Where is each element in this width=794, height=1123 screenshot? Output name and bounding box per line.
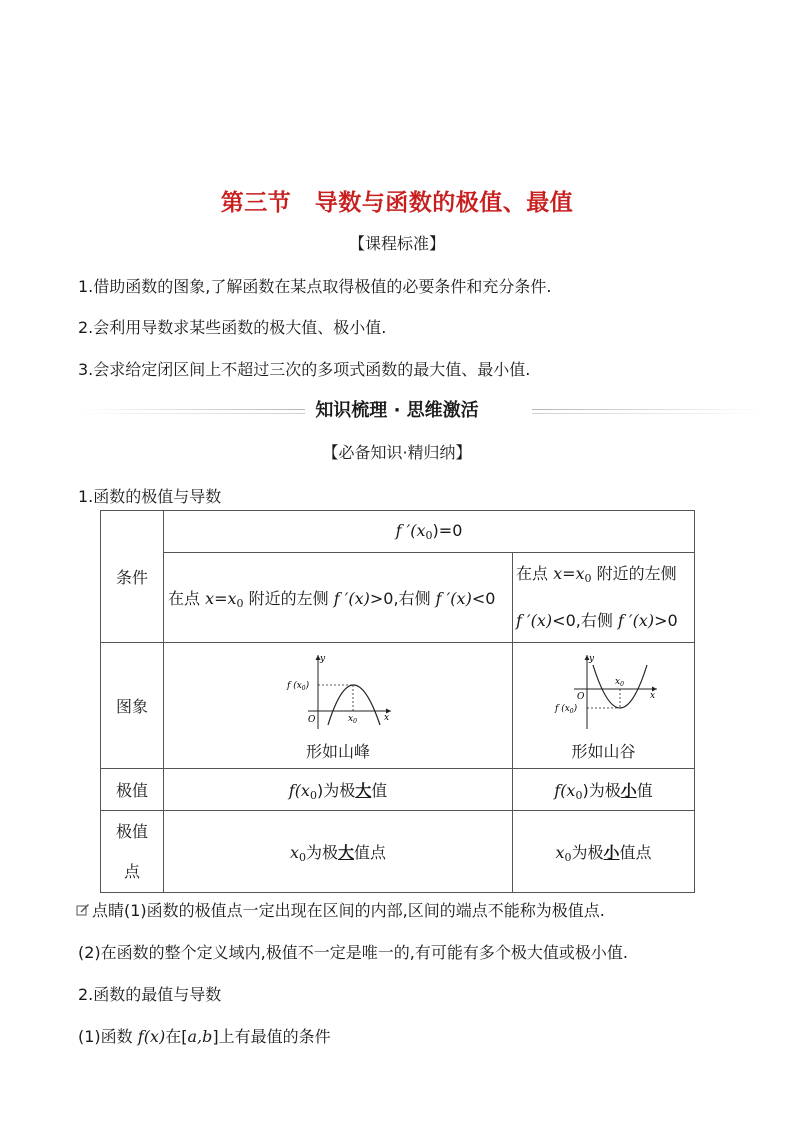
valley-origin-label: O — [576, 692, 584, 702]
knowledge-heading: 【必备知识·精归纳】 — [322, 443, 472, 462]
min-point-key: 小 — [603, 842, 620, 862]
peak-x0-label: $x_0$ — [348, 714, 357, 725]
standard-item-3: 3.会求给定闭区间上不超过三次的多项式函数的最大值、最小值. — [78, 360, 531, 379]
condition-shared: f $'(x_0)=0$ — [164, 511, 695, 553]
image-label: 图象 — [101, 643, 164, 769]
peak-caption: 形如山峰 — [305, 742, 370, 761]
pencil-note-icon — [76, 903, 90, 917]
section-banner: 知识梳理 · 思维激活 — [315, 400, 479, 421]
peak-x-label: x — [384, 713, 390, 723]
min-value-cell: $f(x_0)$为极小值 — [513, 769, 695, 811]
peak-y-label: y — [320, 654, 326, 664]
extreme-value-table — [100, 510, 695, 893]
extreme-point-label: 极值 点 — [101, 811, 164, 893]
sub2-item-1: (1)函数 f(x)在[a,b]上有最值的条件 — [78, 1027, 331, 1046]
peak-fx0-label: f $(x_0)$ — [287, 681, 310, 692]
left-condition: 在点 $x=x_0$ 附近的左侧 f ′(x)>0,右侧 f ′(x)<0 — [164, 553, 513, 643]
sub1-title: 1.函数的极值与导数 — [78, 487, 222, 506]
standard-item-2: 2.会利用导数求某些函数的极大值、极小值. — [78, 318, 387, 337]
min-point-cell: $x_0$为极小值点 — [513, 811, 695, 893]
extreme-value-label: 极值 — [101, 769, 164, 811]
valley-graph-cell — [513, 643, 695, 769]
valley-caption: 形如山谷 — [571, 742, 636, 761]
max-point-key: 大 — [338, 842, 355, 862]
standard-item-1: 1.借助函数的图象,了解函数在某点取得极值的必要条件和充分条件. — [78, 277, 552, 296]
max-value-key: 大 — [355, 780, 372, 800]
note-line-2: (2)在函数的整个定义域内,极值不一定是唯一的,有可能有多个极大值或极小值. — [78, 943, 628, 962]
min-value-key: 小 — [620, 780, 637, 800]
valley-y-label: y — [588, 654, 594, 664]
course-standard-heading: 【课程标准】 — [348, 234, 445, 253]
valley-x0-label: $x_0$ — [614, 677, 624, 688]
max-value-cell: $f(x_0)$为极大值 — [164, 769, 513, 811]
peak-graph-cell — [164, 643, 513, 769]
max-point-cell: $x_0$为极大值点 — [164, 811, 513, 893]
peak-origin-label: O — [308, 715, 316, 725]
right-condition: 在点 $x=x_0$ 附近的左侧 f ′(x)<0,右侧 f ′(x)>0 — [513, 553, 695, 643]
peak-graph — [283, 651, 393, 731]
sub2-title: 2.函数的最值与导数 — [78, 985, 222, 1004]
condition-label: 条件 — [101, 511, 164, 643]
valley-x-label: x — [649, 691, 655, 701]
page-title: 第三节 导数与函数的极值、最值 — [220, 190, 574, 216]
valley-graph — [549, 651, 659, 731]
note-line-1: 点睛(1)函数的极值点一定出现在区间的内部,区间的端点不能称为极值点. — [76, 898, 605, 921]
valley-fx0-label: f $(x_0)$ — [554, 704, 577, 715]
